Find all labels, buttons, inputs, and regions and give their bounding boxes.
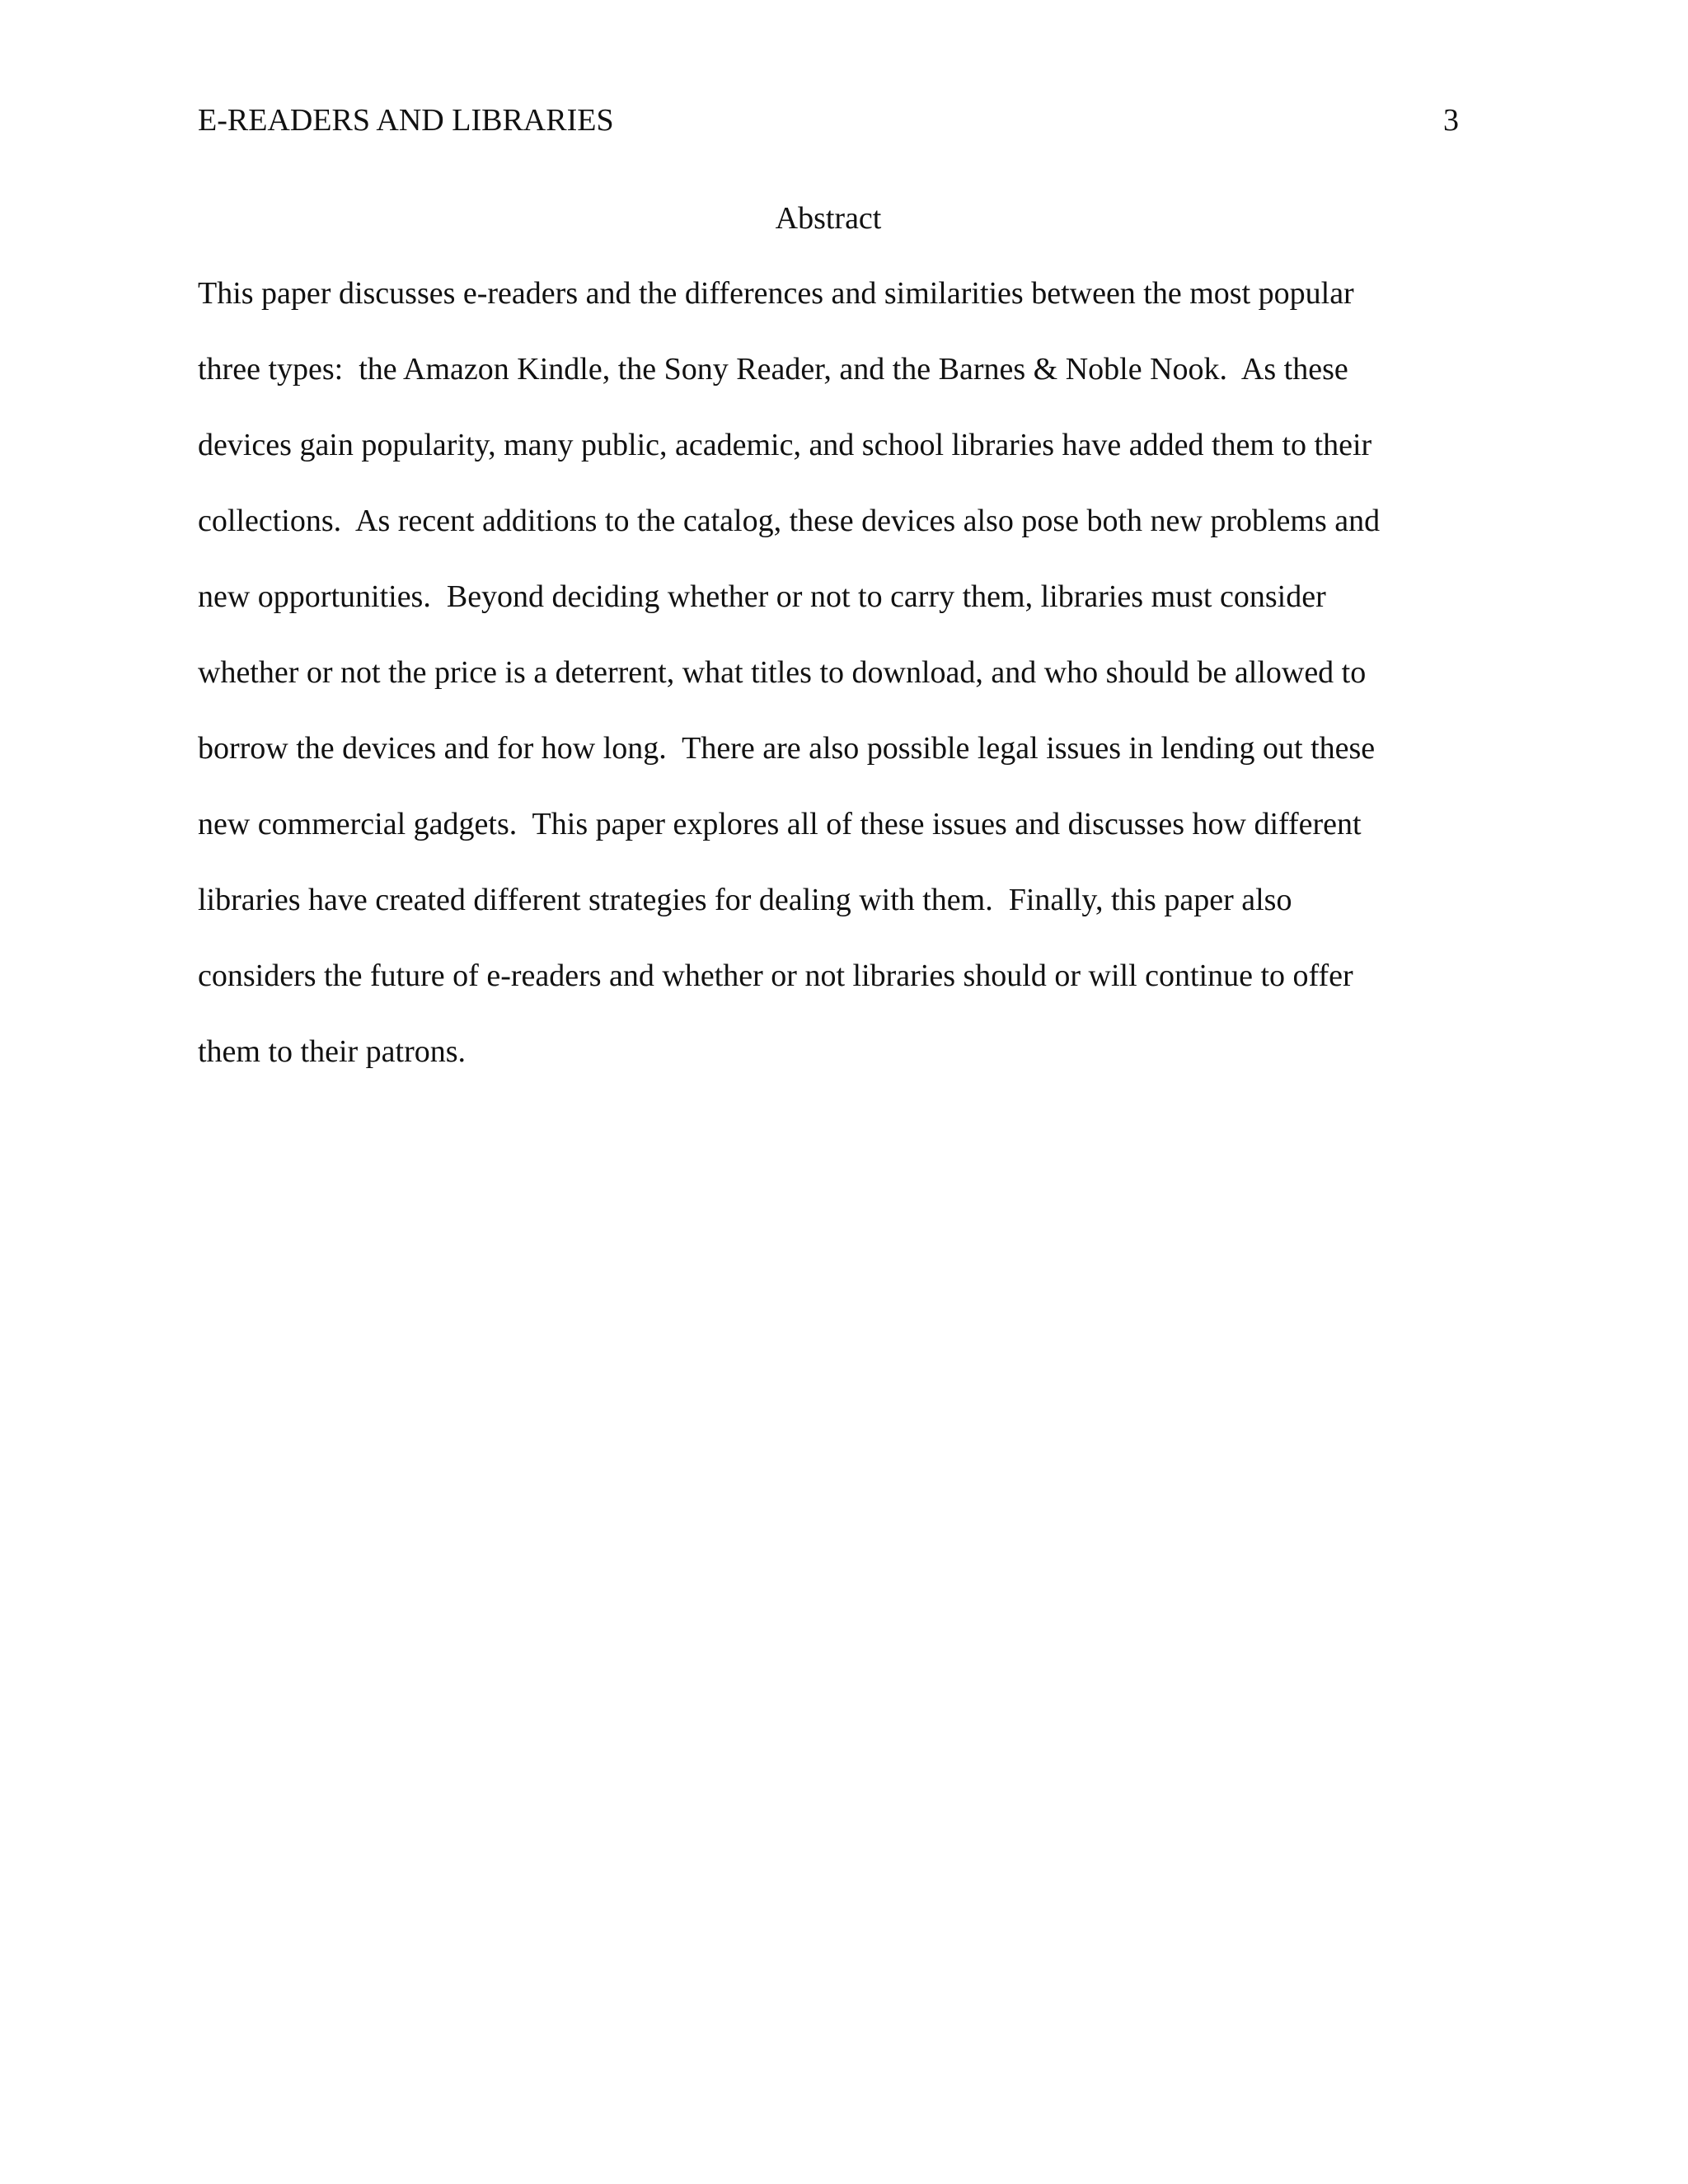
abstract-line: devices gain popularity, many public, academic, and school libraries have added them to their (198, 428, 1372, 462)
abstract-line: new commercial gadgets. This paper explores all of these issues and discusses how different (198, 807, 1362, 841)
abstract-line: This paper discusses e-readers and the differences and similarities between the most popular (198, 276, 1354, 311)
abstract-line: three types: the Amazon Kindle, the Sony Reader, and the Barnes & Noble Nook. As these (198, 352, 1348, 387)
abstract-body (198, 270, 1500, 1104)
abstract-line: them to their patrons. (198, 1034, 467, 1069)
running-head-title: E-READERS AND LIBRARIES (198, 103, 614, 138)
abstract-line: whether or not the price is a deterrent, what titles to download, and who should be allowed to (198, 655, 1367, 690)
page-number: 3 (1443, 103, 1459, 138)
abstract-line: libraries have created different strategies for dealing with them. Finally, this paper also (198, 883, 1292, 917)
abstract-line: borrow the devices and for how long. There are also possible legal issues in lending out these (198, 731, 1376, 766)
abstract-line: new opportunities. Beyond deciding whether or not to carry them, libraries must consider (198, 579, 1326, 614)
abstract-line: collections. As recent additions to the catalog, these devices also pose both new problems and (198, 504, 1381, 538)
running-head (198, 97, 1459, 143)
abstract-line: considers the future of e-readers and whether or not libraries should or will continue to offer (198, 958, 1353, 993)
abstract-heading: Abstract (775, 201, 882, 236)
